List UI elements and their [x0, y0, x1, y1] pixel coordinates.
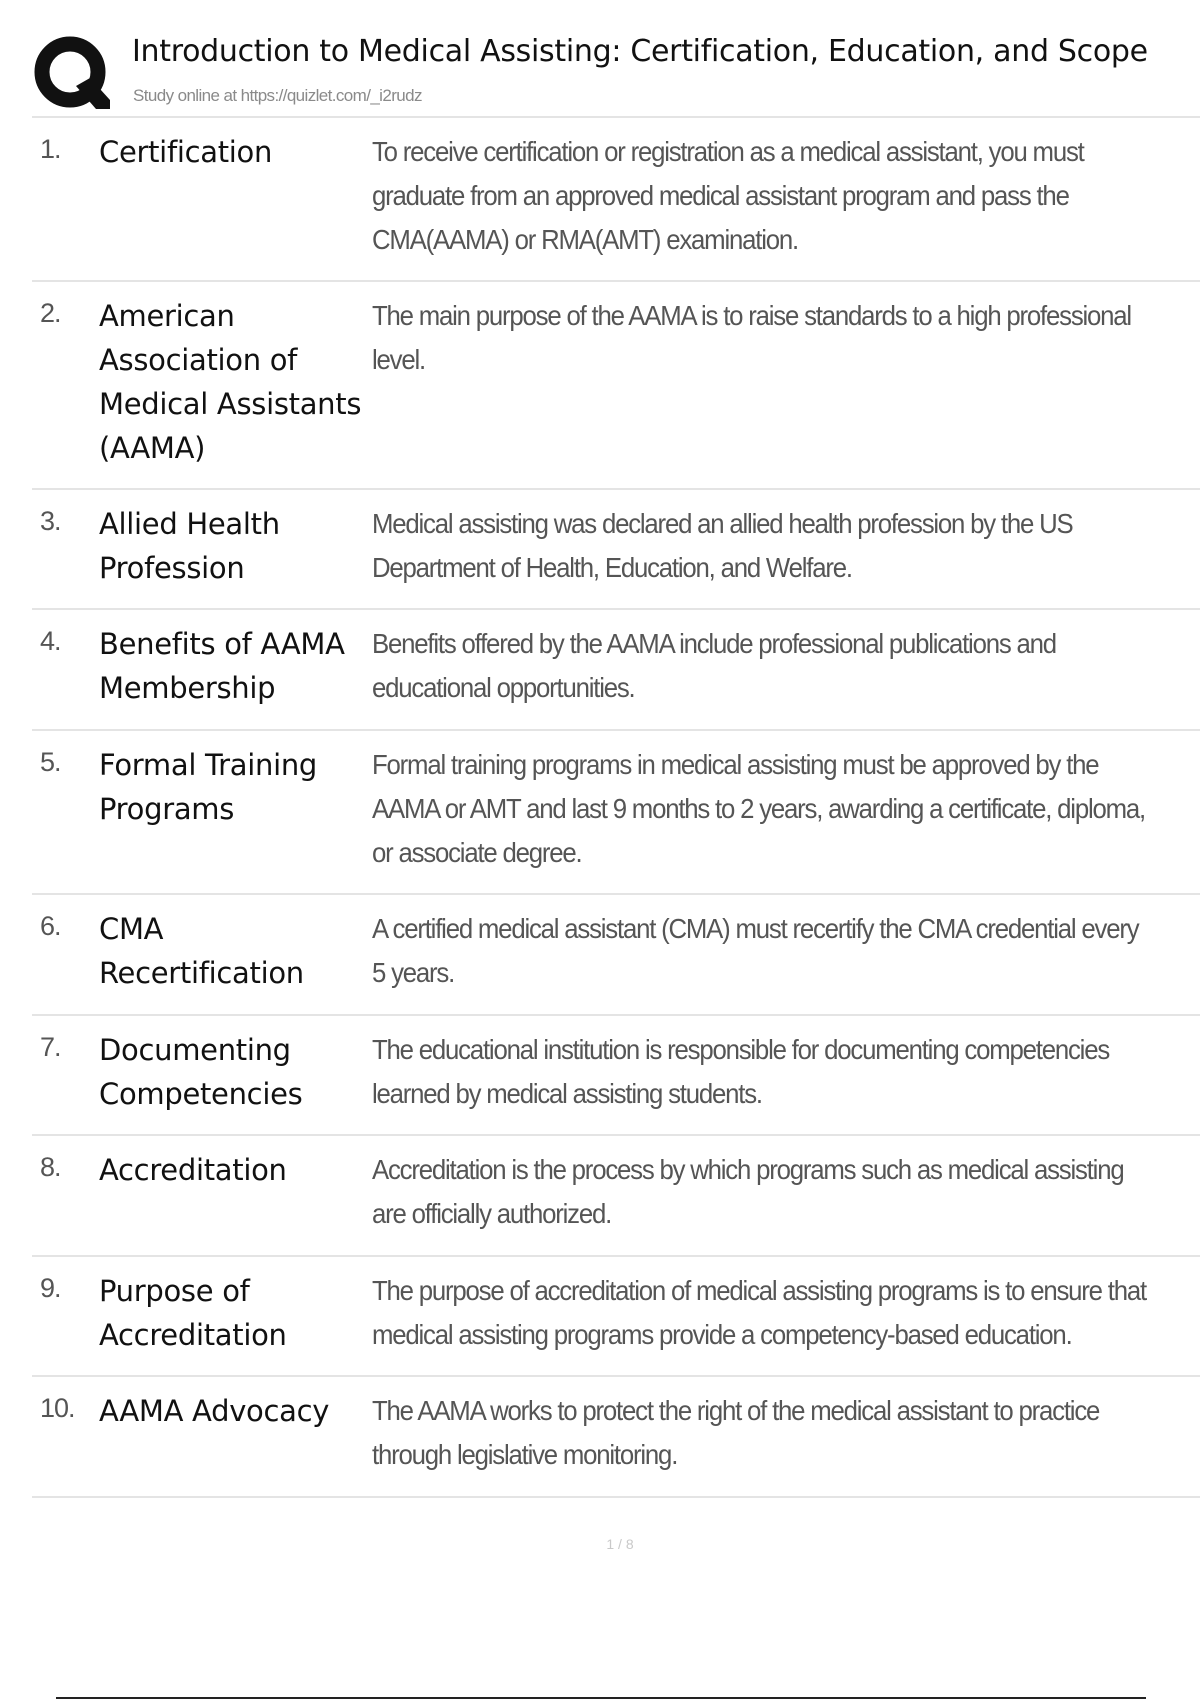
term-title: CMA Recertification	[99, 912, 304, 990]
term-row	[32, 1377, 1200, 1498]
page-title: Introduction to Medical Assisting: Certification, Education, and Scope	[132, 34, 1148, 69]
term-number: 8.	[40, 1152, 61, 1182]
term-title: Formal Training Programs	[99, 748, 318, 826]
term-row	[32, 610, 1200, 731]
page-number: 1 / 8	[606, 1536, 634, 1552]
term-number: 10.	[40, 1393, 75, 1423]
term-title: American Association of Medical Assistants (AAMA)	[99, 299, 362, 465]
term-row	[32, 1016, 1200, 1136]
term-list	[32, 118, 1200, 1498]
term-title: Documenting Competencies	[99, 1033, 303, 1111]
term-title: AAMA Advocacy	[99, 1394, 330, 1428]
term-definition: Benefits offered by the AAMA include professional publications and educational opportunities.	[372, 628, 1056, 703]
term-row	[32, 1257, 1200, 1377]
quizlet-q-icon	[32, 34, 112, 114]
term-definition: The educational institution is responsible for documenting competencies learned by medical assisting students.	[372, 1034, 1110, 1109]
term-number: 2.	[40, 298, 61, 328]
footer-divider	[56, 1697, 1146, 1699]
term-title: Accreditation	[99, 1153, 287, 1187]
term-definition: The AAMA works to protect the right of the medical assistant to practice through legislative monitoring.	[372, 1395, 1100, 1470]
term-number: 4.	[40, 626, 61, 656]
term-definition: Formal training programs in medical assisting must be approved by the AAMA or AMT and last 9 months to 2 years, awarding a certificate, diploma, or associate degree.	[372, 749, 1145, 868]
term-row	[32, 490, 1200, 610]
term-title: Certification	[99, 135, 273, 169]
term-title: Benefits of AAMA Membership	[99, 627, 345, 705]
term-number: 5.	[40, 747, 61, 777]
term-number: 3.	[40, 506, 61, 536]
term-row	[32, 282, 1200, 490]
term-definition: A certified medical assistant (CMA) must recertify the CMA credential every 5 years.	[372, 913, 1139, 988]
term-row	[32, 118, 1200, 282]
term-definition: The purpose of accreditation of medical assisting programs is to ensure that medical assisting programs provide a competency-based education.	[372, 1275, 1146, 1350]
term-definition: Accreditation is the process by which programs such as medical assisting are officially authorized.	[372, 1154, 1124, 1229]
page-header	[32, 28, 1192, 114]
term-row	[32, 895, 1200, 1016]
term-definition: Medical assisting was declared an allied health profession by the US Department of Health, Education, and Welfare.	[372, 508, 1073, 583]
term-row	[32, 731, 1200, 895]
term-title: Allied Health Profession	[99, 507, 280, 585]
term-number: 6.	[40, 911, 61, 941]
study-online-link[interactable]: Study online at https://quizlet.com/_i2rudz	[133, 86, 422, 105]
term-number: 7.	[40, 1032, 61, 1062]
term-number: 9.	[40, 1273, 61, 1303]
term-definition: The main purpose of the AAMA is to raise standards to a high professional level.	[372, 300, 1131, 375]
term-title: Purpose of Accreditation	[99, 1274, 287, 1352]
term-definition: To receive certification or registration as a medical assistant, you must graduate from an approved medical assistant program and pass the CMA(AAMA) or RMA(AMT) examination.	[372, 136, 1084, 255]
term-number: 1.	[40, 134, 61, 164]
term-row	[32, 1136, 1200, 1257]
